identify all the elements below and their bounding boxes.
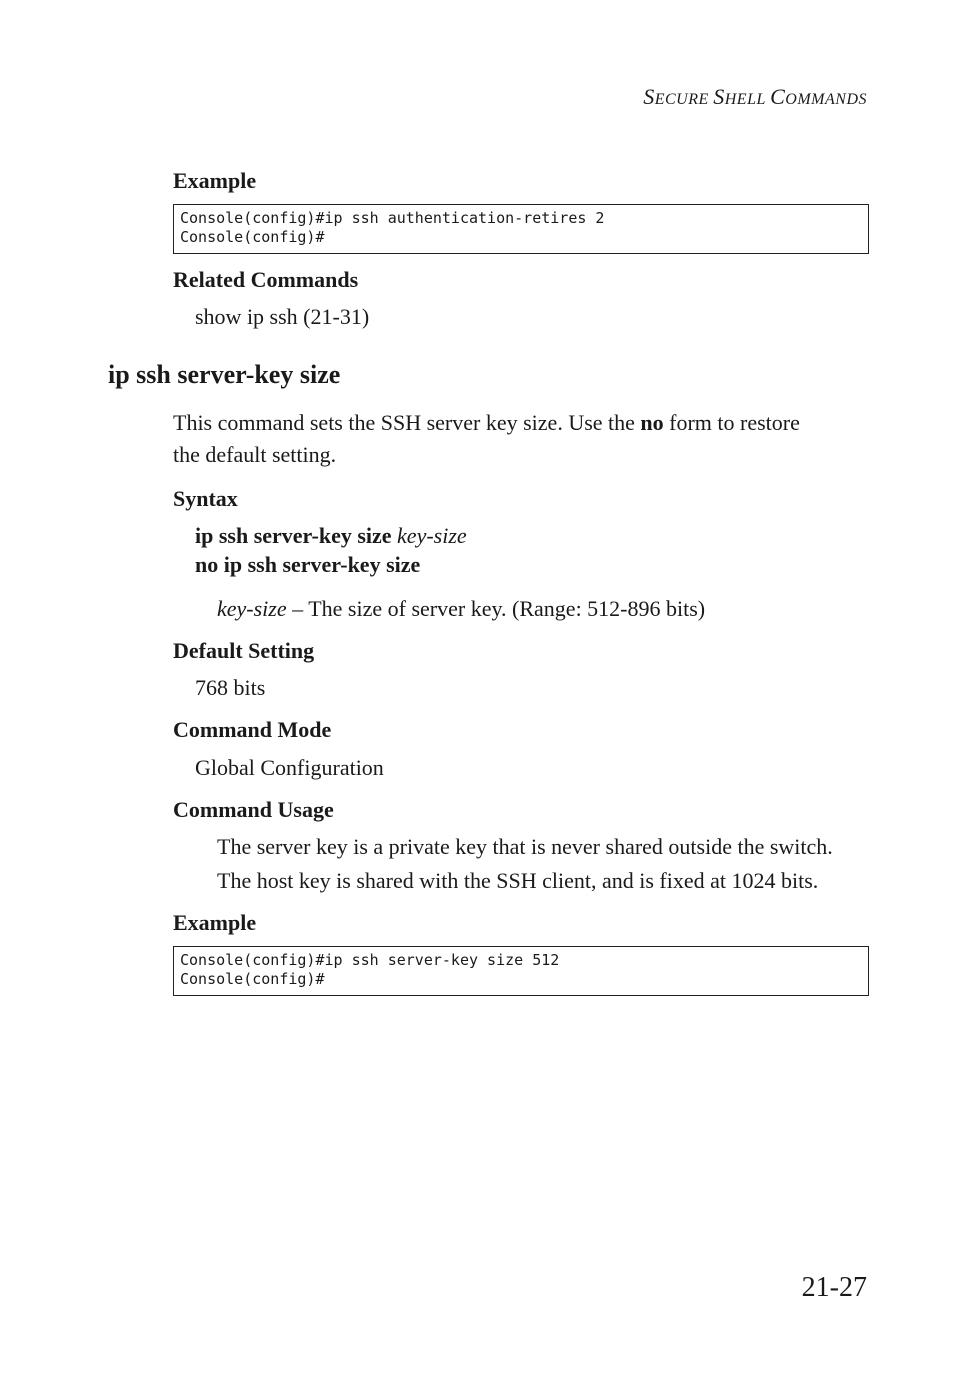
syntax-parameter: key-size – The size of server key. (Range: 512-896 bits) bbox=[217, 596, 706, 621]
code-line: Console(config)# bbox=[180, 228, 325, 246]
command-usage-line-1: The server key is a private key that is never shared outside the switch. bbox=[217, 834, 833, 859]
example-heading-2: Example bbox=[173, 910, 257, 935]
syntax-line-2: no ip ssh server-key size bbox=[195, 552, 421, 577]
code-line: Console(config)#ip ssh server-key size 512 bbox=[180, 951, 560, 969]
code-block-1 bbox=[173, 204, 869, 254]
syntax-heading: Syntax bbox=[173, 486, 238, 511]
syntax-line-1: ip ssh server-key size key-size bbox=[195, 523, 467, 548]
code-line: Console(config)# bbox=[180, 970, 325, 988]
page-number: 21-27 bbox=[801, 1272, 867, 1303]
default-setting-text: 768 bits bbox=[195, 675, 266, 700]
code-block-2 bbox=[173, 946, 869, 996]
related-commands-heading: Related Commands bbox=[173, 267, 359, 292]
command-usage-heading: Command Usage bbox=[173, 797, 334, 822]
command-mode-heading: Command Mode bbox=[173, 717, 332, 742]
command-mode-text: Global Configuration bbox=[195, 755, 384, 780]
related-commands-text: show ip ssh (21-31) bbox=[195, 304, 370, 329]
command-usage-line-2: The host key is shared with the SSH client, and is fixed at 1024 bits. bbox=[217, 868, 819, 893]
default-setting-heading: Default Setting bbox=[173, 638, 315, 663]
section-title: ip ssh server-key size bbox=[108, 360, 341, 389]
example-heading-1: Example bbox=[173, 168, 257, 193]
running-header: SECURE SHELL COMMANDS bbox=[643, 84, 867, 109]
code-line: Console(config)#ip ssh authentication-retires 2 bbox=[180, 209, 605, 227]
section-intro: This command sets the SSH server key size. Use the no form to restore the default setting. bbox=[173, 410, 800, 467]
